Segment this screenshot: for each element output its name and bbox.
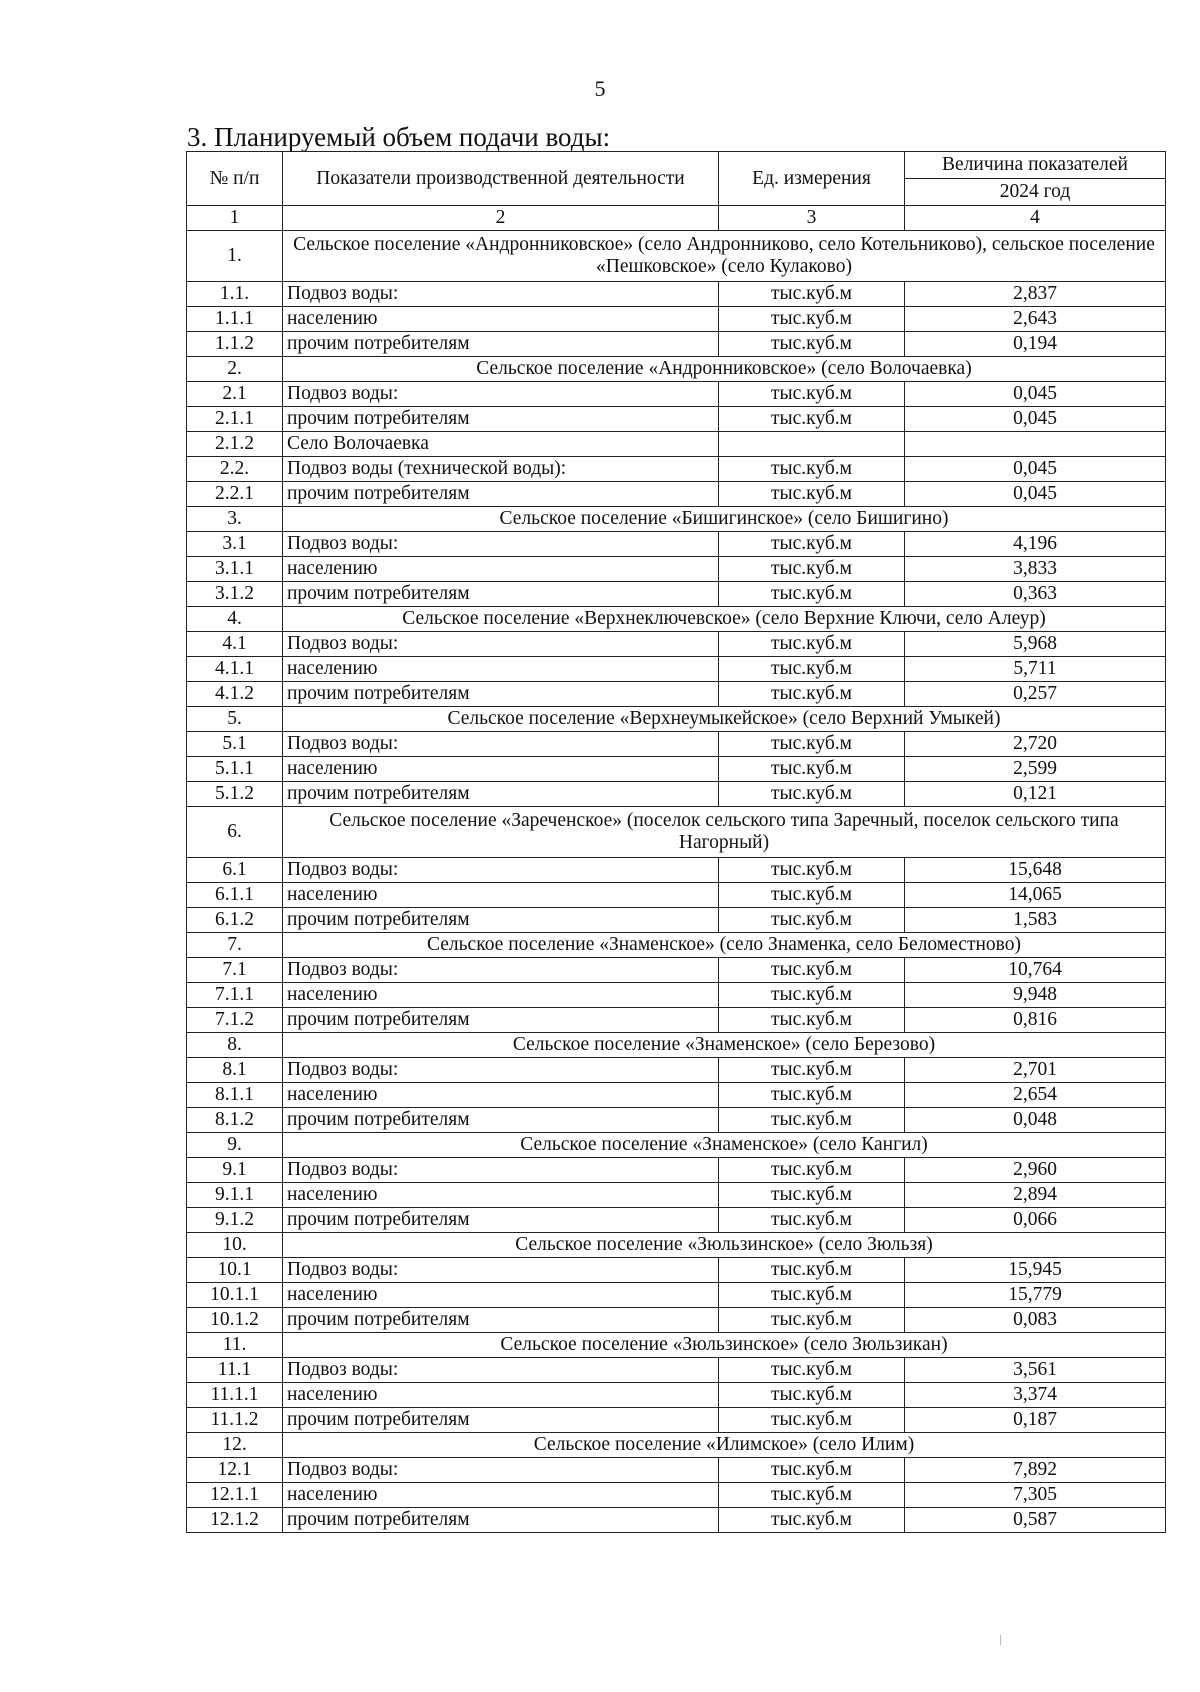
table-row [187, 1108, 1166, 1133]
table-row [187, 432, 1166, 457]
unit-cell: тыс.куб.м [719, 307, 905, 332]
header-indicator: Показатели производственной деятельности [283, 152, 719, 206]
unit-cell: тыс.куб.м [719, 1108, 905, 1133]
settlement-title: Сельское поселение «Бишигинское» (село Бишигино) [283, 507, 1166, 532]
row-number: 9. [187, 1133, 283, 1158]
value-cell: 2,837 [905, 282, 1166, 307]
row-number: 12.1.1 [187, 1483, 283, 1508]
value-cell: 0,045 [905, 482, 1166, 507]
value-cell: 0,045 [905, 457, 1166, 482]
row-number: 9.1 [187, 1158, 283, 1183]
settlement-title: Сельское поселение «Зюльзинское» (село Зюльзикан) [283, 1333, 1166, 1358]
section-title: 3. Планируемый объем подачи воды: [187, 122, 611, 152]
unit-cell: тыс.куб.м [719, 457, 905, 482]
value-cell: 3,561 [905, 1358, 1166, 1383]
value-cell: 15,945 [905, 1258, 1166, 1283]
indicator-label: Подвоз воды: [283, 1358, 719, 1383]
table-row [187, 382, 1166, 407]
group-row [187, 357, 1166, 382]
indicator-label: населению [283, 657, 719, 682]
table-row [187, 1508, 1166, 1533]
scan-mark [1000, 1635, 1001, 1645]
indicator-label: Село Волочаевка [283, 432, 719, 457]
table-row [187, 557, 1166, 582]
unit-cell: тыс.куб.м [719, 657, 905, 682]
value-cell: 0,121 [905, 782, 1166, 807]
header-unit: Ед. измерения [719, 152, 905, 206]
row-number: 9.1.1 [187, 1183, 283, 1208]
unit-cell: тыс.куб.м [719, 407, 905, 432]
header-index-row [187, 206, 1166, 231]
table-row [187, 1183, 1166, 1208]
value-cell: 15,648 [905, 858, 1166, 883]
unit-cell: тыс.куб.м [719, 732, 905, 757]
table-row [187, 457, 1166, 482]
row-number: 12.1.2 [187, 1508, 283, 1533]
settlement-title: Сельское поселение «Верхнеключевское» (село Верхние Ключи, село Алеур) [283, 607, 1166, 632]
value-cell: 0,045 [905, 382, 1166, 407]
table-row [187, 908, 1166, 933]
row-number: 7.1.1 [187, 983, 283, 1008]
indicator-label: населению [283, 1383, 719, 1408]
value-cell: 0,048 [905, 1108, 1166, 1133]
indicator-label: Подвоз воды: [283, 632, 719, 657]
group-row [187, 507, 1166, 532]
table-row [187, 1008, 1166, 1033]
row-number: 3.1.1 [187, 557, 283, 582]
row-number: 5. [187, 707, 283, 732]
row-number: 1.1.2 [187, 332, 283, 357]
value-cell: 7,892 [905, 1458, 1166, 1483]
group-row [187, 231, 1166, 282]
unit-cell: тыс.куб.м [719, 332, 905, 357]
value-cell: 10,764 [905, 958, 1166, 983]
row-number: 11.1.2 [187, 1408, 283, 1433]
row-number: 12. [187, 1433, 283, 1458]
value-cell: 2,599 [905, 757, 1166, 782]
row-number: 2.1.2 [187, 432, 283, 457]
row-number: 5.1 [187, 732, 283, 757]
unit-cell: тыс.куб.м [719, 983, 905, 1008]
unit-cell: тыс.куб.м [719, 582, 905, 607]
value-cell: 0,187 [905, 1408, 1166, 1433]
table-row [187, 1208, 1166, 1233]
value-cell: 2,720 [905, 732, 1166, 757]
value-cell: 5,968 [905, 632, 1166, 657]
row-number: 10.1.1 [187, 1283, 283, 1308]
header-year: 2024 год [905, 179, 1166, 206]
table-row [187, 1058, 1166, 1083]
row-number: 4. [187, 607, 283, 632]
indicator-label: прочим потребителям [283, 1408, 719, 1433]
row-number: 12.1 [187, 1458, 283, 1483]
row-number: 4.1 [187, 632, 283, 657]
table-row [187, 1258, 1166, 1283]
table-row [187, 1158, 1166, 1183]
settlement-title: Сельское поселение «Андронниковское» (село Андронниково, село Котельниково), сельское поселение «Пешковское» (село Кулаково) [283, 231, 1166, 282]
group-row [187, 1333, 1166, 1358]
table-row [187, 782, 1166, 807]
table-row [187, 1408, 1166, 1433]
value-cell: 5,711 [905, 657, 1166, 682]
row-number: 11.1.1 [187, 1383, 283, 1408]
indicator-label: населению [283, 557, 719, 582]
header-index-2: 2 [283, 206, 719, 231]
indicator-label: Подвоз воды (технической воды): [283, 457, 719, 482]
value-cell: 0,257 [905, 682, 1166, 707]
indicator-label: прочим потребителям [283, 1308, 719, 1333]
indicator-label: населению [283, 1483, 719, 1508]
indicator-label: Подвоз воды: [283, 532, 719, 557]
table-row [187, 1083, 1166, 1108]
value-cell: 4,196 [905, 532, 1166, 557]
indicator-label: населению [283, 983, 719, 1008]
row-number: 8.1.1 [187, 1083, 283, 1108]
indicator-label: прочим потребителям [283, 1208, 719, 1233]
group-row [187, 933, 1166, 958]
row-number: 7.1.2 [187, 1008, 283, 1033]
table-row [187, 407, 1166, 432]
indicator-label: прочим потребителям [283, 582, 719, 607]
value-cell: 0,066 [905, 1208, 1166, 1233]
unit-cell: тыс.куб.м [719, 382, 905, 407]
indicator-label: населению [283, 1083, 719, 1108]
value-cell [905, 432, 1166, 457]
row-number: 8.1.2 [187, 1108, 283, 1133]
table-row [187, 958, 1166, 983]
row-number: 6.1.1 [187, 883, 283, 908]
indicator-label: Подвоз воды: [283, 1058, 719, 1083]
indicator-label: прочим потребителям [283, 407, 719, 432]
settlement-title: Сельское поселение «Знаменское» (село Кангил) [283, 1133, 1166, 1158]
indicator-label: населению [283, 757, 719, 782]
row-number: 10. [187, 1233, 283, 1258]
row-number: 9.1.2 [187, 1208, 283, 1233]
table-row [187, 1308, 1166, 1333]
settlement-title: Сельское поселение «Зюльзинское» (село Зюльзя) [283, 1233, 1166, 1258]
table-row [187, 332, 1166, 357]
settlement-title: Сельское поселение «Верхнеумыкейское» (село Верхний Умыкей) [283, 707, 1166, 732]
unit-cell: тыс.куб.м [719, 1183, 905, 1208]
row-number: 10.1 [187, 1258, 283, 1283]
value-cell: 1,583 [905, 908, 1166, 933]
unit-cell: тыс.куб.м [719, 858, 905, 883]
unit-cell: тыс.куб.м [719, 757, 905, 782]
unit-cell: тыс.куб.м [719, 1008, 905, 1033]
unit-cell: тыс.куб.м [719, 1258, 905, 1283]
indicator-label: прочим потребителям [283, 332, 719, 357]
unit-cell: тыс.куб.м [719, 782, 905, 807]
value-cell: 2,643 [905, 307, 1166, 332]
unit-cell: тыс.куб.м [719, 908, 905, 933]
row-number: 2.2.1 [187, 482, 283, 507]
header-number: № п/п [187, 152, 283, 206]
indicator-label: населению [283, 307, 719, 332]
table-row [187, 657, 1166, 682]
row-number: 2.1.1 [187, 407, 283, 432]
value-cell: 7,305 [905, 1483, 1166, 1508]
row-number: 6. [187, 807, 283, 858]
indicator-label: прочим потребителям [283, 1108, 719, 1133]
row-number: 5.1.2 [187, 782, 283, 807]
group-row [187, 807, 1166, 858]
indicator-label: Подвоз воды: [283, 732, 719, 757]
table-row [187, 1358, 1166, 1383]
row-number: 11. [187, 1333, 283, 1358]
indicator-label: населению [283, 883, 719, 908]
value-cell: 2,654 [905, 1083, 1166, 1108]
settlement-title: Сельское поселение «Зареченское» (поселок сельского типа Заречный, поселок сельского типа Нагорный) [283, 807, 1166, 858]
table-row [187, 307, 1166, 332]
indicator-label: Подвоз воды: [283, 282, 719, 307]
table-row [187, 482, 1166, 507]
row-number: 11.1 [187, 1358, 283, 1383]
unit-cell: тыс.куб.м [719, 482, 905, 507]
group-row [187, 1233, 1166, 1258]
header-index-4: 4 [905, 206, 1166, 231]
row-number: 8. [187, 1033, 283, 1058]
table-row [187, 732, 1166, 757]
table-row [187, 632, 1166, 657]
settlement-title: Сельское поселение «Илимское» (село Илим) [283, 1433, 1166, 1458]
row-number: 8.1 [187, 1058, 283, 1083]
settlement-title: Сельское поселение «Знаменское» (село Березово) [283, 1033, 1166, 1058]
settlement-title: Сельское поселение «Андронниковское» (село Волочаевка) [283, 357, 1166, 382]
indicator-label: Подвоз воды: [283, 1458, 719, 1483]
value-cell: 15,779 [905, 1283, 1166, 1308]
row-number: 10.1.2 [187, 1308, 283, 1333]
value-cell: 0,587 [905, 1508, 1166, 1533]
indicator-label: Подвоз воды: [283, 958, 719, 983]
table-row [187, 282, 1166, 307]
row-number: 3.1 [187, 532, 283, 557]
unit-cell: тыс.куб.м [719, 632, 905, 657]
unit-cell [719, 432, 905, 457]
group-row [187, 1133, 1166, 1158]
table-row [187, 1483, 1166, 1508]
indicator-label: Подвоз воды: [283, 1158, 719, 1183]
value-cell: 0,045 [905, 407, 1166, 432]
header-row [187, 152, 1166, 179]
row-number: 6.1.2 [187, 908, 283, 933]
table-row [187, 532, 1166, 557]
table-row [187, 1458, 1166, 1483]
indicator-label: Подвоз воды: [283, 1258, 719, 1283]
table-row [187, 858, 1166, 883]
row-number: 7.1 [187, 958, 283, 983]
row-number: 4.1.1 [187, 657, 283, 682]
value-cell: 0,194 [905, 332, 1166, 357]
value-cell: 0,363 [905, 582, 1166, 607]
table-row [187, 682, 1166, 707]
unit-cell: тыс.куб.м [719, 1083, 905, 1108]
indicator-label: Подвоз воды: [283, 382, 719, 407]
indicator-label: Подвоз воды: [283, 858, 719, 883]
settlement-title: Сельское поселение «Знаменское» (село Знаменка, село Беломестново) [283, 933, 1166, 958]
header-index-3: 3 [719, 206, 905, 231]
row-number: 2.2. [187, 457, 283, 482]
unit-cell: тыс.куб.м [719, 1058, 905, 1083]
row-number: 1.1.1 [187, 307, 283, 332]
unit-cell: тыс.куб.м [719, 958, 905, 983]
group-row [187, 707, 1166, 732]
value-cell: 0,083 [905, 1308, 1166, 1333]
table-row [187, 1283, 1166, 1308]
value-cell: 3,374 [905, 1383, 1166, 1408]
unit-cell: тыс.куб.м [719, 1208, 905, 1233]
row-number: 1. [187, 231, 283, 282]
indicator-label: прочим потребителям [283, 908, 719, 933]
unit-cell: тыс.куб.м [719, 1158, 905, 1183]
value-cell: 0,816 [905, 1008, 1166, 1033]
table-row [187, 983, 1166, 1008]
unit-cell: тыс.куб.м [719, 1308, 905, 1333]
row-number: 4.1.2 [187, 682, 283, 707]
row-number: 7. [187, 933, 283, 958]
row-number: 5.1.1 [187, 757, 283, 782]
indicator-label: прочим потребителям [283, 782, 719, 807]
value-cell: 2,701 [905, 1058, 1166, 1083]
value-cell: 14,065 [905, 883, 1166, 908]
unit-cell: тыс.куб.м [719, 532, 905, 557]
water-supply-table [186, 151, 1166, 1533]
unit-cell: тыс.куб.м [719, 883, 905, 908]
unit-cell: тыс.куб.м [719, 682, 905, 707]
row-number: 6.1 [187, 858, 283, 883]
unit-cell: тыс.куб.м [719, 557, 905, 582]
table-row [187, 582, 1166, 607]
row-number: 1.1. [187, 282, 283, 307]
unit-cell: тыс.куб.м [719, 282, 905, 307]
indicator-label: прочим потребителям [283, 482, 719, 507]
group-row [187, 1433, 1166, 1458]
group-row [187, 1033, 1166, 1058]
table-body [187, 152, 1166, 1533]
row-number: 3.1.2 [187, 582, 283, 607]
table-row [187, 883, 1166, 908]
unit-cell: тыс.куб.м [719, 1283, 905, 1308]
unit-cell: тыс.куб.м [719, 1508, 905, 1533]
indicator-label: населению [283, 1283, 719, 1308]
value-cell: 9,948 [905, 983, 1166, 1008]
indicator-label: прочим потребителям [283, 1008, 719, 1033]
indicator-label: населению [283, 1183, 719, 1208]
indicator-label: прочим потребителям [283, 1508, 719, 1533]
table-row [187, 1383, 1166, 1408]
indicator-label: прочим потребителям [283, 682, 719, 707]
table-row [187, 757, 1166, 782]
value-cell: 3,833 [905, 557, 1166, 582]
unit-cell: тыс.куб.м [719, 1483, 905, 1508]
row-number: 3. [187, 507, 283, 532]
unit-cell: тыс.куб.м [719, 1383, 905, 1408]
row-number: 2. [187, 357, 283, 382]
value-cell: 2,894 [905, 1183, 1166, 1208]
unit-cell: тыс.куб.м [719, 1358, 905, 1383]
page-number: 5 [594, 76, 606, 101]
row-number: 2.1 [187, 382, 283, 407]
group-row [187, 607, 1166, 632]
unit-cell: тыс.куб.м [719, 1458, 905, 1483]
unit-cell: тыс.куб.м [719, 1408, 905, 1433]
header-index-1: 1 [187, 206, 283, 231]
header-value: Величина показателей [905, 152, 1166, 179]
value-cell: 2,960 [905, 1158, 1166, 1183]
